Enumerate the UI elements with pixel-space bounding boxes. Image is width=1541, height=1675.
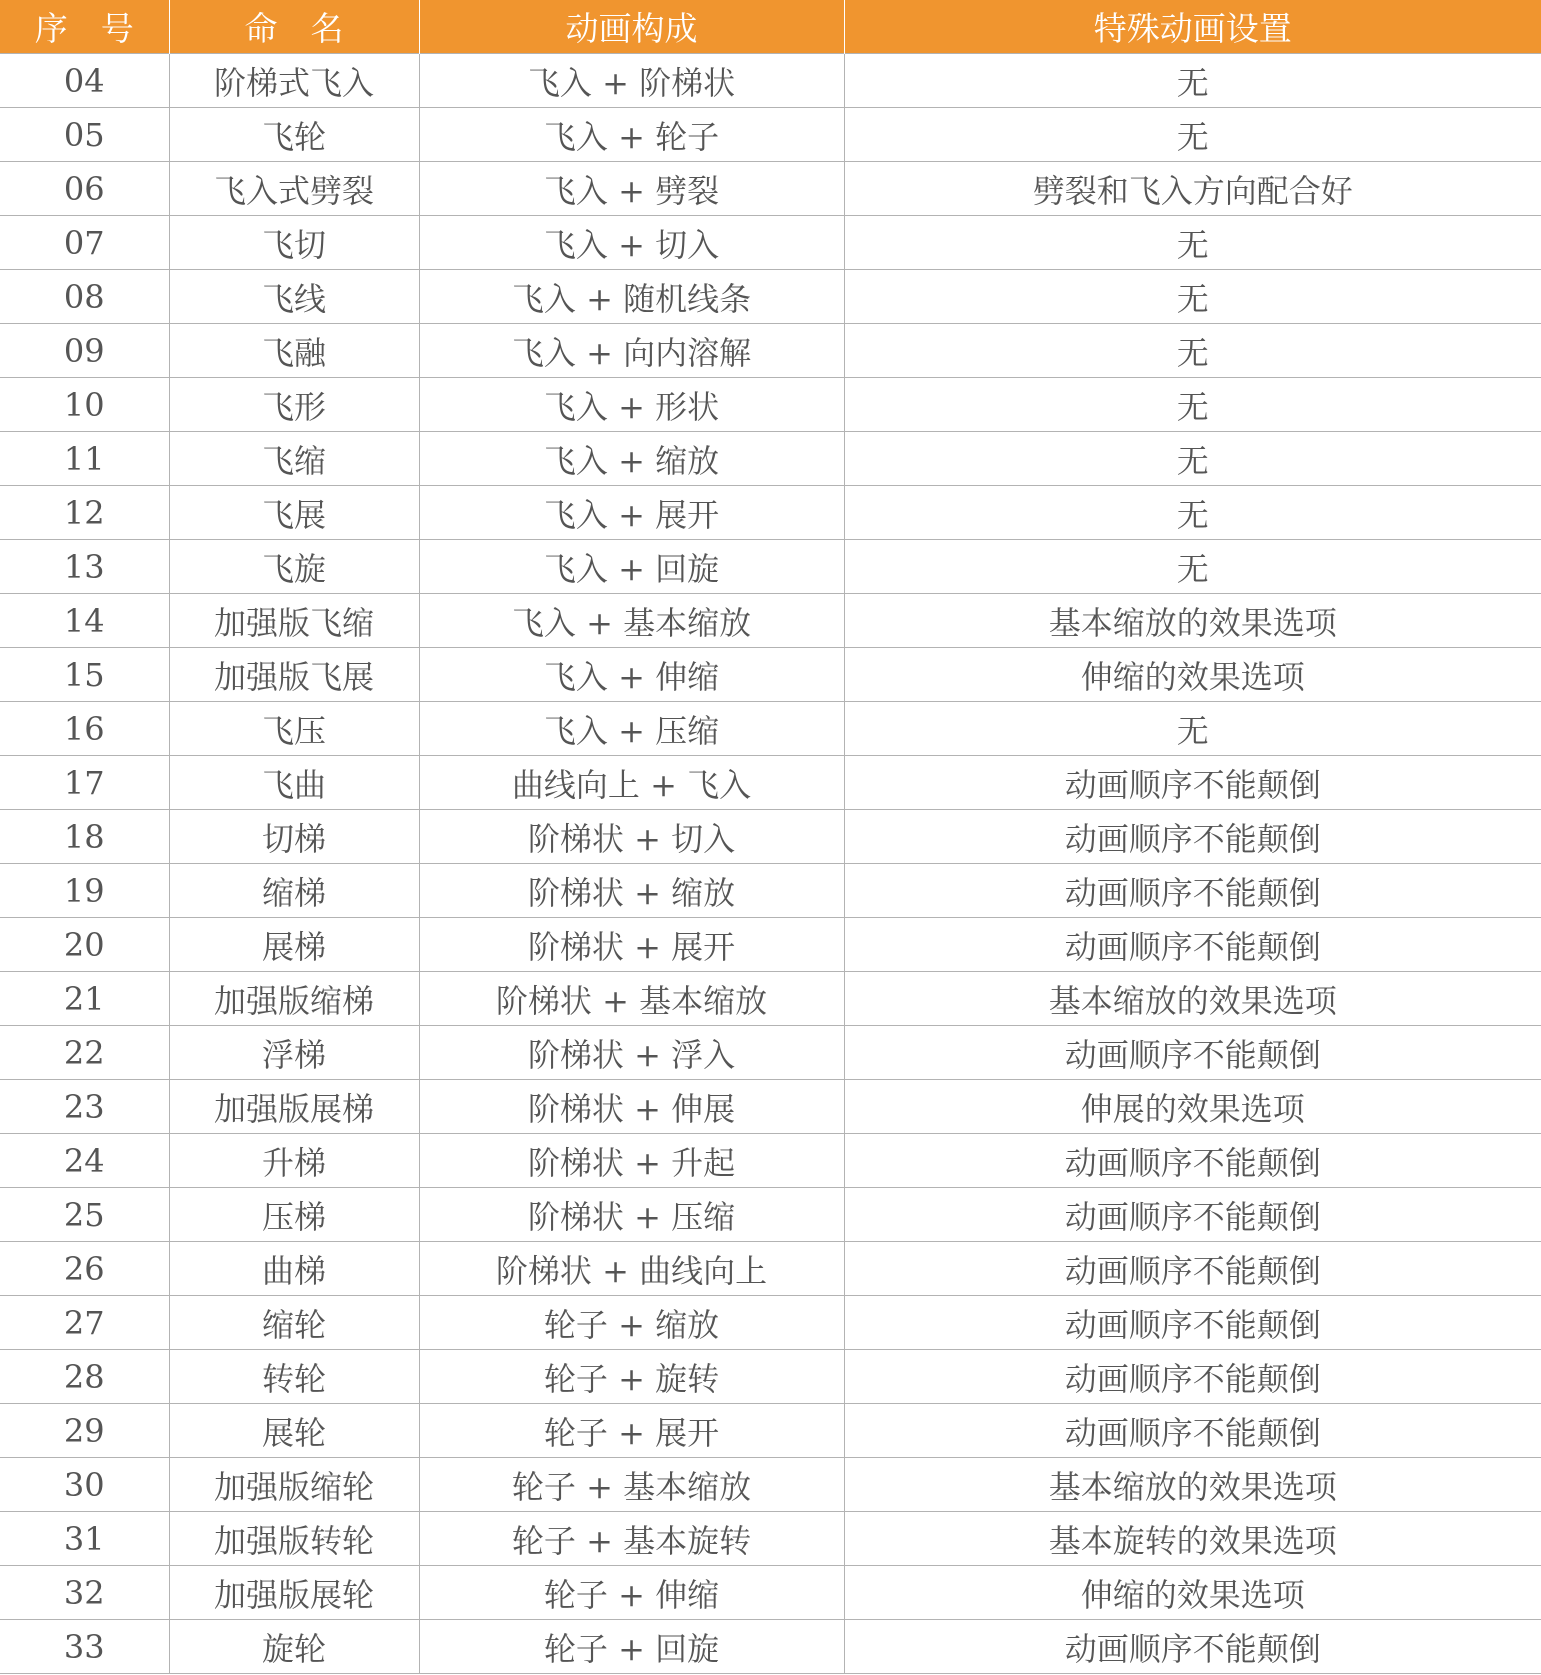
cell-composition: 阶梯状 + 浮入 — [419, 1026, 844, 1080]
table-row — [0, 324, 1541, 378]
cell-composition: 飞入 + 随机线条 — [419, 270, 844, 324]
cell-name: 加强版飞展 — [169, 648, 419, 702]
table-row — [0, 54, 1541, 108]
cell-index: 04 — [0, 54, 169, 108]
cell-name: 展梯 — [169, 918, 419, 972]
table-row — [0, 162, 1541, 216]
header-name: 命 名 — [169, 0, 419, 54]
table-row — [0, 1458, 1541, 1512]
cell-composition: 阶梯状 + 切入 — [419, 810, 844, 864]
table-header — [0, 0, 1541, 54]
cell-name: 飞缩 — [169, 432, 419, 486]
table-row — [0, 1296, 1541, 1350]
cell-name: 飞轮 — [169, 108, 419, 162]
cell-index: 21 — [0, 972, 169, 1026]
cell-index: 30 — [0, 1458, 169, 1512]
cell-composition: 阶梯状 + 压缩 — [419, 1188, 844, 1242]
cell-name: 加强版飞缩 — [169, 594, 419, 648]
table-row — [0, 702, 1541, 756]
cell-composition: 飞入 + 基本缩放 — [419, 594, 844, 648]
cell-name: 加强版展梯 — [169, 1080, 419, 1134]
cell-index: 33 — [0, 1620, 169, 1674]
cell-index: 08 — [0, 270, 169, 324]
cell-special-setting: 伸缩的效果选项 — [844, 1566, 1541, 1620]
cell-name: 飞线 — [169, 270, 419, 324]
cell-special-setting: 无 — [844, 216, 1541, 270]
cell-special-setting: 基本旋转的效果选项 — [844, 1512, 1541, 1566]
cell-special-setting: 无 — [844, 270, 1541, 324]
cell-index: 13 — [0, 540, 169, 594]
cell-name: 飞切 — [169, 216, 419, 270]
table-row — [0, 1620, 1541, 1674]
cell-composition: 阶梯状 + 基本缩放 — [419, 972, 844, 1026]
cell-index: 07 — [0, 216, 169, 270]
cell-composition: 飞入 + 缩放 — [419, 432, 844, 486]
cell-composition: 轮子 + 基本旋转 — [419, 1512, 844, 1566]
cell-name: 旋轮 — [169, 1620, 419, 1674]
cell-composition: 飞入 + 压缩 — [419, 702, 844, 756]
cell-special-setting: 基本缩放的效果选项 — [844, 594, 1541, 648]
table-body — [0, 54, 1541, 1674]
cell-index: 25 — [0, 1188, 169, 1242]
cell-name: 飞展 — [169, 486, 419, 540]
table-row — [0, 594, 1541, 648]
table-row — [0, 864, 1541, 918]
cell-composition: 轮子 + 展开 — [419, 1404, 844, 1458]
table-row — [0, 486, 1541, 540]
cell-index: 09 — [0, 324, 169, 378]
table-row — [0, 972, 1541, 1026]
cell-index: 26 — [0, 1242, 169, 1296]
cell-composition: 阶梯状 + 展开 — [419, 918, 844, 972]
cell-index: 27 — [0, 1296, 169, 1350]
cell-composition: 阶梯状 + 曲线向上 — [419, 1242, 844, 1296]
table-row — [0, 1188, 1541, 1242]
cell-index: 24 — [0, 1134, 169, 1188]
cell-special-setting: 伸展的效果选项 — [844, 1080, 1541, 1134]
cell-composition: 飞入 + 向内溶解 — [419, 324, 844, 378]
cell-composition: 飞入 + 回旋 — [419, 540, 844, 594]
cell-composition: 飞入 + 形状 — [419, 378, 844, 432]
cell-index: 32 — [0, 1566, 169, 1620]
cell-composition: 飞入 + 展开 — [419, 486, 844, 540]
cell-special-setting: 动画顺序不能颠倒 — [844, 1188, 1541, 1242]
cell-name: 切梯 — [169, 810, 419, 864]
cell-name: 飞形 — [169, 378, 419, 432]
cell-index: 05 — [0, 108, 169, 162]
cell-special-setting: 动画顺序不能颠倒 — [844, 1620, 1541, 1674]
cell-index: 16 — [0, 702, 169, 756]
cell-special-setting: 动画顺序不能颠倒 — [844, 918, 1541, 972]
cell-composition: 轮子 + 伸缩 — [419, 1566, 844, 1620]
cell-special-setting: 动画顺序不能颠倒 — [844, 1404, 1541, 1458]
table-row — [0, 432, 1541, 486]
table-row — [0, 540, 1541, 594]
cell-special-setting: 动画顺序不能颠倒 — [844, 864, 1541, 918]
cell-name: 曲梯 — [169, 1242, 419, 1296]
cell-name: 阶梯式飞入 — [169, 54, 419, 108]
cell-composition: 阶梯状 + 伸展 — [419, 1080, 844, 1134]
table-row — [0, 1512, 1541, 1566]
cell-special-setting: 基本缩放的效果选项 — [844, 972, 1541, 1026]
cell-index: 18 — [0, 810, 169, 864]
cell-special-setting: 无 — [844, 540, 1541, 594]
table-row — [0, 1080, 1541, 1134]
cell-special-setting: 无 — [844, 432, 1541, 486]
cell-composition: 阶梯状 + 升起 — [419, 1134, 844, 1188]
table-row — [0, 270, 1541, 324]
cell-name: 压梯 — [169, 1188, 419, 1242]
cell-name: 展轮 — [169, 1404, 419, 1458]
cell-special-setting: 无 — [844, 378, 1541, 432]
cell-composition: 飞入 + 劈裂 — [419, 162, 844, 216]
table-row — [0, 1134, 1541, 1188]
cell-name: 缩轮 — [169, 1296, 419, 1350]
cell-special-setting: 动画顺序不能颠倒 — [844, 1242, 1541, 1296]
cell-special-setting: 无 — [844, 108, 1541, 162]
cell-composition: 飞入 + 切入 — [419, 216, 844, 270]
cell-composition: 轮子 + 旋转 — [419, 1350, 844, 1404]
cell-special-setting: 无 — [844, 324, 1541, 378]
cell-special-setting: 动画顺序不能颠倒 — [844, 756, 1541, 810]
table-row — [0, 1566, 1541, 1620]
cell-name: 加强版缩梯 — [169, 972, 419, 1026]
cell-special-setting: 动画顺序不能颠倒 — [844, 1134, 1541, 1188]
cell-index: 14 — [0, 594, 169, 648]
table-row — [0, 378, 1541, 432]
cell-index: 11 — [0, 432, 169, 486]
cell-index: 15 — [0, 648, 169, 702]
cell-index: 19 — [0, 864, 169, 918]
cell-name: 飞入式劈裂 — [169, 162, 419, 216]
cell-index: 23 — [0, 1080, 169, 1134]
table-row — [0, 810, 1541, 864]
cell-composition: 飞入 + 阶梯状 — [419, 54, 844, 108]
cell-index: 29 — [0, 1404, 169, 1458]
table-row — [0, 918, 1541, 972]
cell-composition: 轮子 + 基本缩放 — [419, 1458, 844, 1512]
header-row — [0, 0, 1541, 54]
cell-composition: 飞入 + 伸缩 — [419, 648, 844, 702]
cell-name: 加强版转轮 — [169, 1512, 419, 1566]
table-row — [0, 756, 1541, 810]
table-row — [0, 648, 1541, 702]
cell-name: 加强版缩轮 — [169, 1458, 419, 1512]
cell-index: 10 — [0, 378, 169, 432]
cell-name: 飞压 — [169, 702, 419, 756]
cell-special-setting: 基本缩放的效果选项 — [844, 1458, 1541, 1512]
cell-composition: 曲线向上 + 飞入 — [419, 756, 844, 810]
cell-index: 28 — [0, 1350, 169, 1404]
table-row — [0, 1404, 1541, 1458]
table-row — [0, 108, 1541, 162]
cell-index: 17 — [0, 756, 169, 810]
cell-name: 加强版展轮 — [169, 1566, 419, 1620]
table-row — [0, 1350, 1541, 1404]
cell-special-setting: 伸缩的效果选项 — [844, 648, 1541, 702]
cell-special-setting: 动画顺序不能颠倒 — [844, 1350, 1541, 1404]
cell-index: 22 — [0, 1026, 169, 1080]
cell-composition: 飞入 + 轮子 — [419, 108, 844, 162]
header-special-setting: 特殊动画设置 — [844, 0, 1541, 54]
cell-name: 转轮 — [169, 1350, 419, 1404]
cell-special-setting: 动画顺序不能颠倒 — [844, 1296, 1541, 1350]
cell-special-setting: 无 — [844, 702, 1541, 756]
cell-name: 升梯 — [169, 1134, 419, 1188]
cell-name: 浮梯 — [169, 1026, 419, 1080]
table-row — [0, 216, 1541, 270]
cell-index: 06 — [0, 162, 169, 216]
cell-index: 12 — [0, 486, 169, 540]
cell-special-setting: 无 — [844, 54, 1541, 108]
cell-composition: 轮子 + 回旋 — [419, 1620, 844, 1674]
cell-index: 20 — [0, 918, 169, 972]
cell-name: 缩梯 — [169, 864, 419, 918]
table-row — [0, 1026, 1541, 1080]
cell-index: 31 — [0, 1512, 169, 1566]
table-row — [0, 1242, 1541, 1296]
cell-special-setting: 劈裂和飞入方向配合好 — [844, 162, 1541, 216]
header-index: 序 号 — [0, 0, 169, 54]
header-composition: 动画构成 — [419, 0, 844, 54]
cell-name: 飞旋 — [169, 540, 419, 594]
cell-special-setting: 动画顺序不能颠倒 — [844, 810, 1541, 864]
cell-composition: 阶梯状 + 缩放 — [419, 864, 844, 918]
cell-name: 飞融 — [169, 324, 419, 378]
cell-composition: 轮子 + 缩放 — [419, 1296, 844, 1350]
cell-special-setting: 动画顺序不能颠倒 — [844, 1026, 1541, 1080]
cell-name: 飞曲 — [169, 756, 419, 810]
cell-special-setting: 无 — [844, 486, 1541, 540]
